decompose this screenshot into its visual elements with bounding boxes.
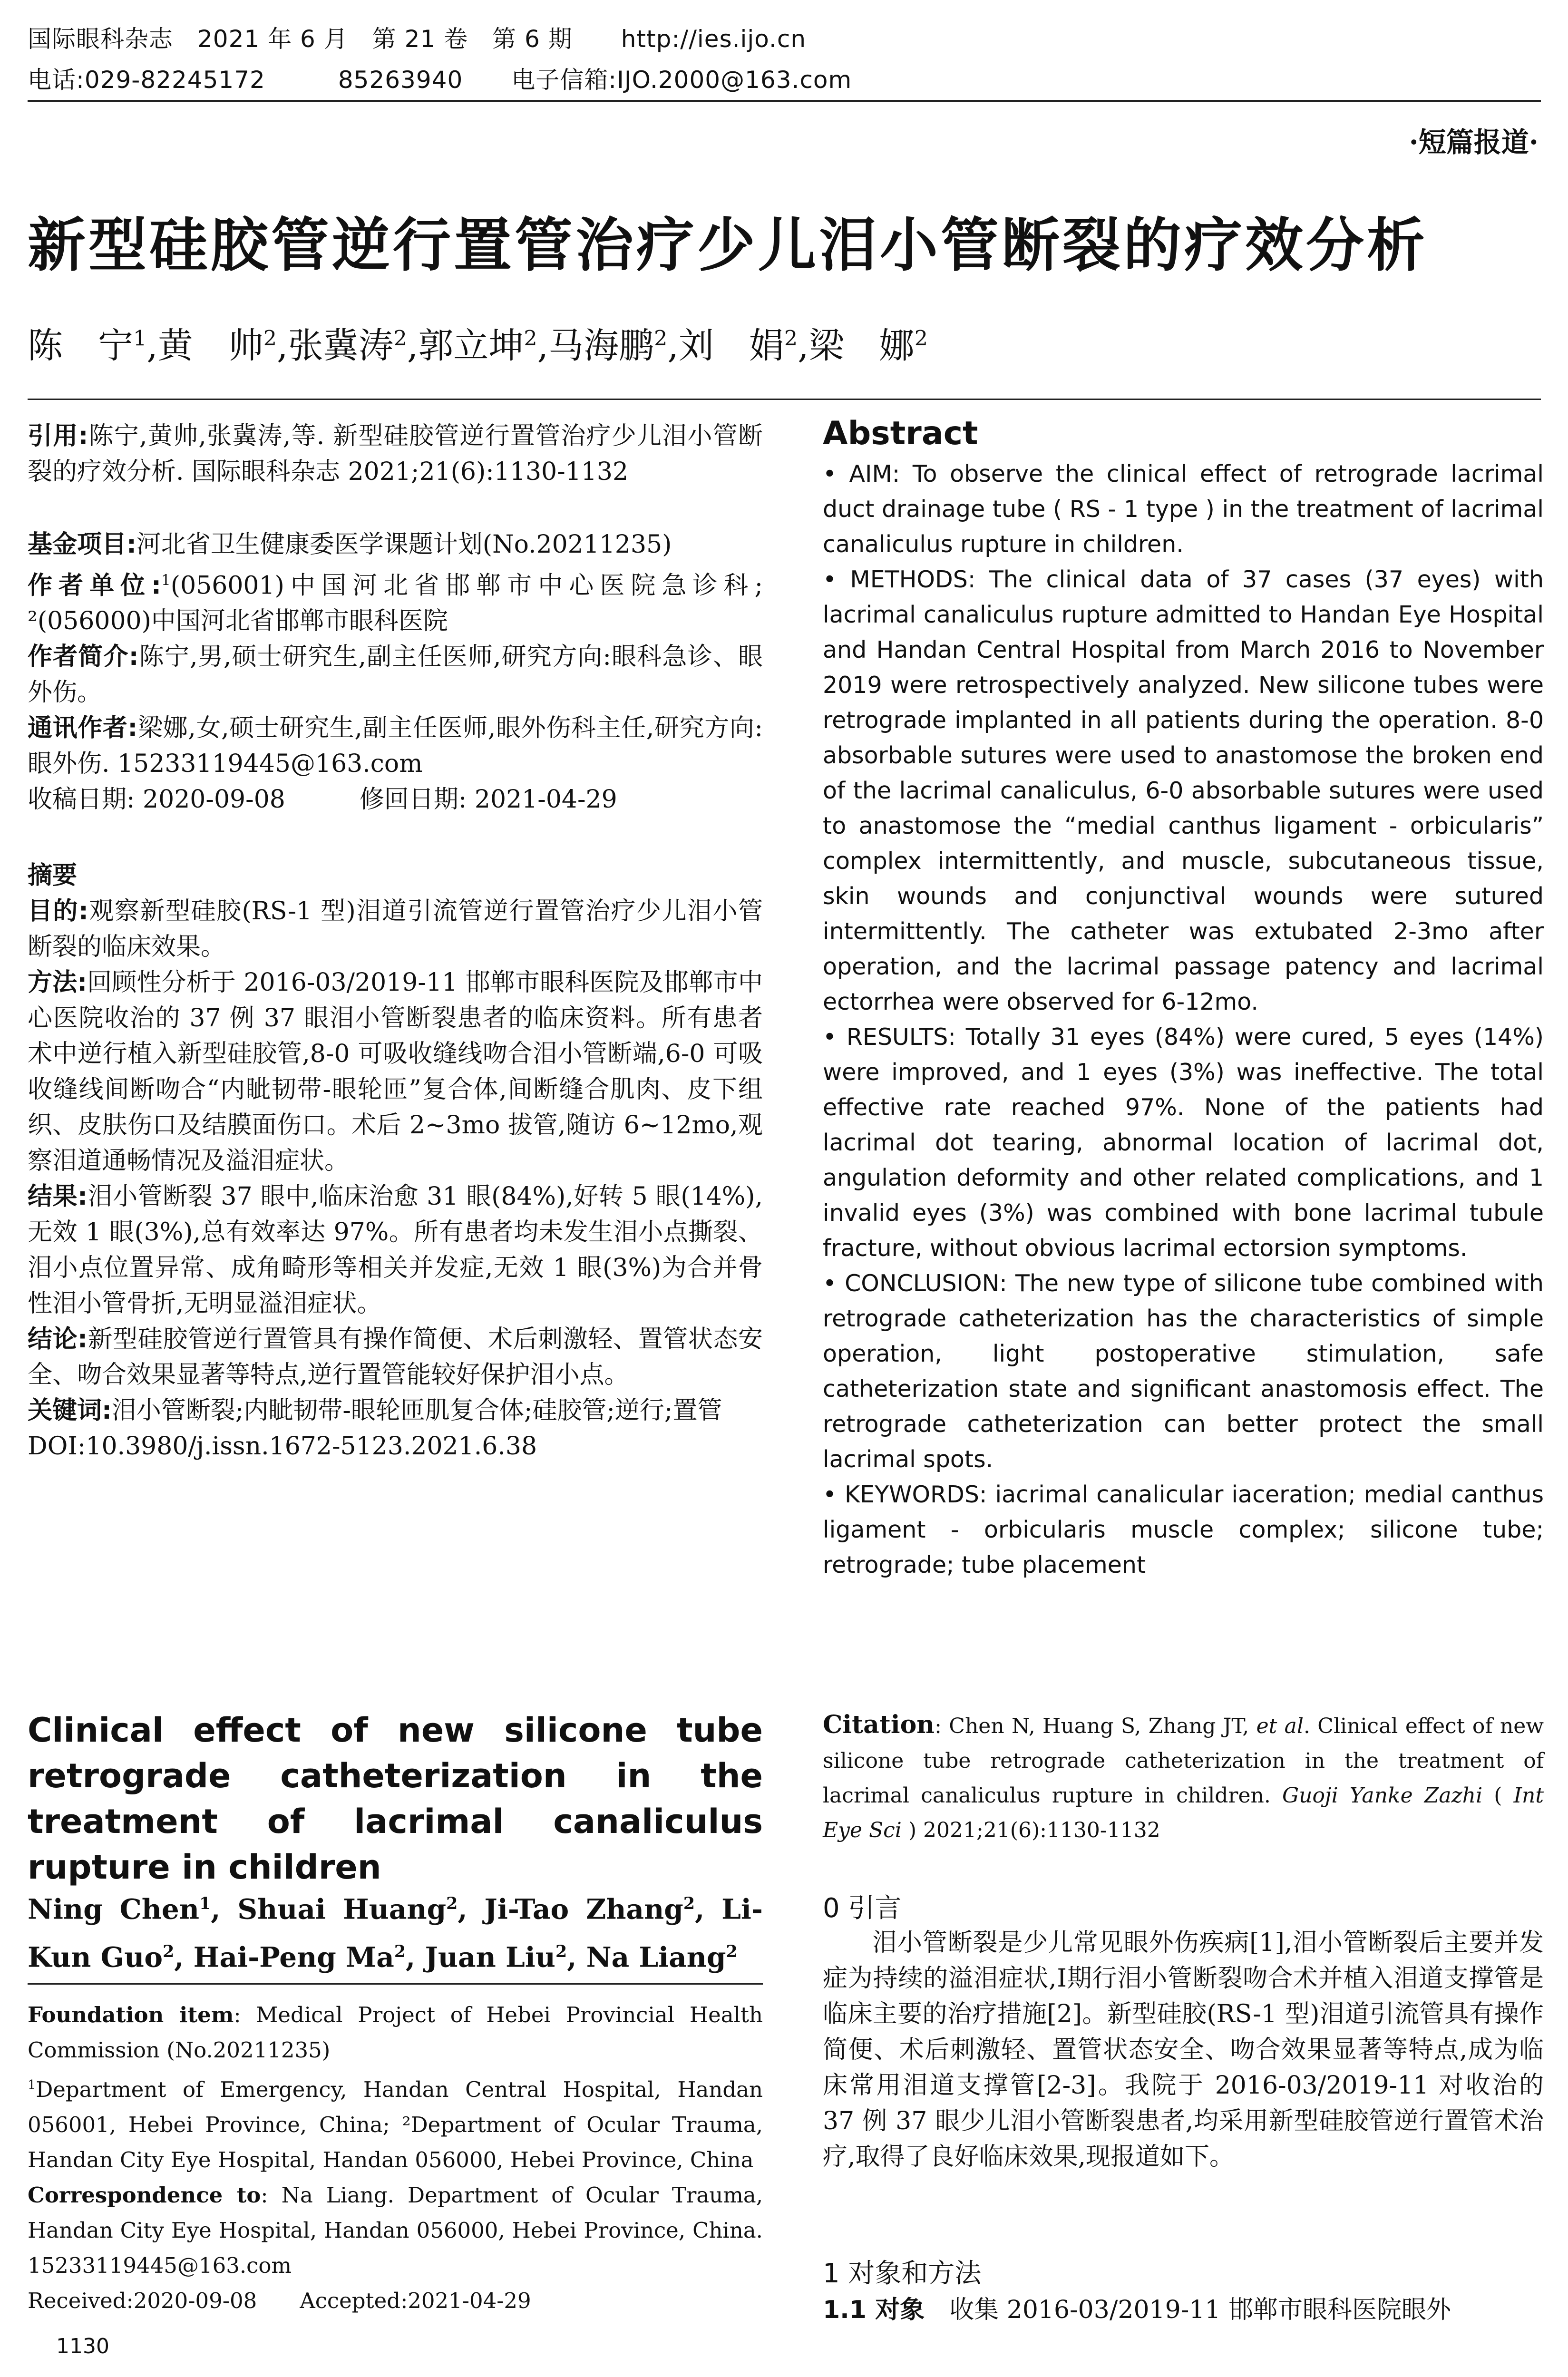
author-cn: 梁 娜 [808,325,915,366]
subsection-1-1: 1.1 对象 收集 2016-03/2019-11 邯郸市眼科医院眼外 [823,2296,1451,2324]
section-heading: 1 对象和方法 [823,2258,982,2289]
author-cn: 刘 娟 [678,325,784,366]
header-rule [28,100,1541,102]
abstract-en-conclusion: • CONCLUSION: The new type of silicone tube combined with retrograde catheterization has the characteristics of simple operation, light postoperative stimulation, safe catheterization state and significant anastomosis effect. The retrograde catheterization can better protect the small lacrimal spots. [823,1270,1544,1473]
author-cn: 张冀涛 [288,325,394,366]
intro-paragraph: 泪小管断裂是少儿常见眼外伤疾病[1],泪小管断裂后主要并发症为持续的溢泪症状,Ⅰ期行泪小管断裂吻合术并植入泪道支撑管是临床主要的治疗措施[2]。新型硅胶(RS-1 型)泪道引流管具有操作简便、术后刺激轻、置管状态安全、吻合效果显著等特点,成为临床常用泪道支撑管[2-3]。我院于 2016-03/2019-11 对收治的 37 例 37 眼少儿泪小管断裂患者,均采用新型硅胶管逆行置管术治疗,取得了良好临床效果,现报道如下。 [823,1929,1544,2171]
abstract-en-results: • RESULTS: Totally 31 eyes (84%) were cured, 5 eyes (14%) were improved, and 1 eyes (3%) was ineffective. The total effective rate reached 97%. None of the patients had lacrimal dot tearing, abnormal location of lacrimal dot, angulation deformity and other related complications, and 1 invalid eyes (3%) was combined with bone lacrimal tubule fracture, without obvious lacrimal ectorsion symptoms. [823,1023,1544,1262]
section-tag: ·短篇报道· [1409,126,1539,158]
meta-cn: 基金项目:河北省卫生健康委医学课题计划(No.20211235) 作者单位:$^1$(056001)中国河北省邯郸市中心医院急诊科; ²(056000)中国河北省邯郸市眼科医院 作者简介:陈宁,男,硕士研究生,副主任医师,研究方向:眼科急诊、眼外伤。 通讯作者:梁娜,女,硕士研究生,副主任医师,眼外伤科主任,研究方向:眼外伤. 15233119445@163.com 收稿日期: 2020-09-08 修回日期: 2021-04-29 [28,530,763,814]
abstract-en-methods: • METHODS: The clinical data of 37 cases (37 eyes) with lacrimal canaliculus rupture admitted to Handan Eye Hospital and Handan Central Hospital from March 2016 to November 2019 were retrospectively analyzed. New silicone tubes were retrograde implanted in all patients during the operation. 8-0 absorbable sutures were used to anastomose the broken end of the lacrimal canaliculus, 6-0 absorbable sutures were used to anastomose the “medial canthus ligament - orbicularis” complex intermittently, and muscle, subcutaneous tissue, skin wounds and conjunctival wounds were sutured intermittently. The catheter was extubated 2-3mo after operation, and the lacrimal passage patency and lacrimal ectorrhea were observed for 6-12mo. [823,566,1544,1015]
author-cn: 郭立坤 [418,325,524,366]
abstract-en [823,457,1544,1583]
intro-heading: 0 引言 [823,1893,902,1924]
abstract-en-keywords: • KEYWORDS: iacrimal canalicular iaceration; medial canthus ligament - orbicularis muscle complex; silicone tube; retrograde; tube placement [823,1481,1544,1578]
author-cn: 马海鹏 [548,325,654,366]
meta-en: Foundation item: Medical Project of Hebei Provincial Health Commission (No.20211235) $^1$Department of Emergency, Handan Central Hospital, Handan 056001, Hebei Province, China; ²Department of Ocular Trauma, Handan City Eye Hospital, Handan 056000, Hebei Province, China Correspondence to: Na Liang. Department of Ocular Trauma, Handan City Eye Hospital, Handan 056000, Hebei Province, China. 15233119445@163.com Received:2020-09-08 Accepted:2021-04-29 [28,2002,763,2313]
author-cn: 黄 帅 [157,325,263,366]
authors-en: Ning Chen$^1$, Shuai Huang$^2$, Ji-Tao Zhang$^2$, Li-Kun Guo$^2$, Hai-Peng Ma$^2$, Juan Liu$^2$, Na Liang$^2$ [28,1893,763,1974]
journal-header-line2: 电话:029-82245172 85263940 电子信箱:IJO.2000@163.com [28,66,852,94]
abstract-en-aim: • AIM: To observe the clinical effect of retrograde lacrimal duct drainage tube ( RS - 1 type ) in the treatment of lacrimal canaliculus rupture in children. [823,460,1544,558]
author-cn: 陈 宁 [28,325,133,366]
page-number: 1130 [56,2334,109,2358]
abstract-en-heading: Abstract [823,415,978,452]
authors-cn: 陈 宁$^1$,黄 帅$^2$,张冀涛$^2$,郭立坤$^2$,马海鹏$^2$,刘 娟$^2$,梁 娜$^2$ [28,325,928,366]
title-en: Clinical effect of new silicone tube retrograde catheterization in the treatment of lacrimal canaliculus rupture in children [28,1711,763,1887]
citation-cn: 引用:陈宁,黄帅,张冀涛,等. 新型硅胶管逆行置管治疗少儿泪小管断裂的疗效分析. 国际眼科杂志 2021;21(6):1130-1132 [28,422,763,486]
journal-header-line1: 国际眼科杂志 2021 年 6 月 第 21 卷 第 6 期 http://ies.ijo.cn [28,25,807,53]
authors-rule [28,399,1541,400]
authors-en-rule [28,1983,763,1985]
title-cn: 新型硅胶管逆行置管治疗少儿泪小管断裂的疗效分析 [28,212,1428,279]
abstract-cn: 摘要 目的:观察新型硅胶(RS-1 型)泪道引流管逆行置管治疗少儿泪小管断裂的临床效果。 方法:回顾性分析于 2016-03/2019-11 邯郸市眼科医院及邯郸市中心医院收治的 37 例 37 眼泪小管断裂患者的临床资料。所有患者术中逆行植入新型硅胶管,8-0 可吸收缝线吻合泪小管断端,6-0 可吸收缝线间断吻合“内眦韧带-眼轮匝”复合体,间断缝合肌肉、皮下组织、皮肤伤口及结膜面伤口。术后 2~3mo 拔管,随访 6~12mo,观察泪道通畅情况及溢泪症状。 结果:泪小管断裂 37 眼中,临床治愈 31 眼(84%),好转 5 眼(14%),无效 1 眼(3%),总有效率达 97%。所有患者均未发生泪小点撕裂、泪小点位置异常、成角畸形等相关并发症,无效 1 眼(3%)为合并骨性泪小管骨折,无明显溢泪症状。 结论:新型硅胶管逆行置管具有操作简便、术后刺激轻、置管状态安全、吻合效果显著等特点,逆行置管能较好保护泪小点。 关键词:泪小管断裂;内眦韧带-眼轮匝肌复合体;硅胶管;逆行;置管 DOI:10.3980/j.issn.1672-5123.2021.6.38 [28,861,763,1461]
citation-en: Citation: Chen N, Huang S, Zhang JT, et al. Clinical effect of new silicone tube retrograde catheterization in the treatment of lacrimal canaliculus rupture in children. Guoji Yanke Zazhi ( Int Eye Sci ) 2021;21(6):1130-1132 [823,1710,1544,1842]
